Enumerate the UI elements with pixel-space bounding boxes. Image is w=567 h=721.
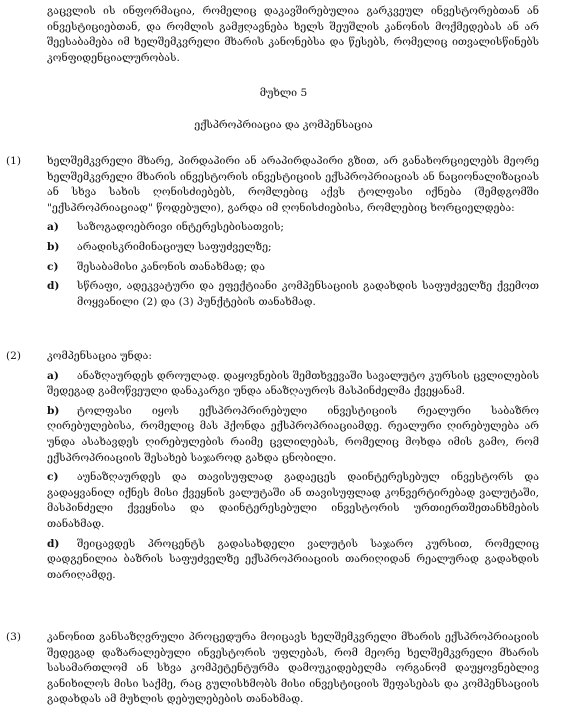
list-item-text: საზოგადოებრივი ინტერესებისათვის; [77,221,284,234]
list-item-text: ანაზღაურდეს დროულად. დაყოვნების შემთხვევაში სავალუტო კურსის ცვლილების შედეგად გამოწვეული დანაკარგი უნდა ანაზღაუროს მასპინძელმა ქვეყანამ. [47,369,539,398]
list-item [47,369,539,400]
clause-2 [0,349,539,583]
clause-text: კანონით განსაზღვრული პროცედურა მოიცავს ხელშემკვრელი მხარის ექსპროპრიაციის შედეგად დაზარალებული ინვესტორის უფლებას, რომ მეორე ხელშემკვრელი მხარის სასამართლომ ან სხვა კომპეტენტურმა დამოუკიდებელმა ორგანომ დაუყოვნებლივ განიხილოს მისი საქმე, რაც გულისხმობს მისი ინვესტიციის შეფასებას და კომპენსაციის გადახდას ამ მუხლის დებულებების თანახმად. [47,631,539,706]
list-item-label: d) [47,280,60,293]
list-item-label: a) [47,369,59,382]
list-item-label: b) [47,240,60,253]
list-item [47,404,539,466]
clause-intro: ხელშემკვრელი მხარე, პირდაპირი ან არაპირდაპირი გზით, არ განახორციელებს მეორე ხელშემკვრელი მხარის ინვესტორის ინვესტიციის ექსპროპრიაციას ან ნაციონალიზაციას ან სხვა სახის ღონისძიებებს, რომლებიც აქვს ტოლფასი იქნება (შემდგომში "ექსპროპრიაციად" წოდებული), გარდა იმ ღონისძიებისა, რომლებიც ხორციელდება: [47,155,539,214]
clause-1 [0,154,539,310]
clause-number: (2) [6,350,22,362]
list-item-text: აუნაზღაურდეს და თავისუფლად გადაეცეს დაინტერესებულ ინვესტორს და გადაყვანილ იქნეს მისი ქვეყნის ვალუტაში ან თავისუფლად კონვერტირებად ვალუტაში, მასპინძელი ქვეყნისა და დაინტერესებული ინვესტორის ურთიერთშეთანხმების თანახმად. [47,471,539,530]
list-item [47,220,539,236]
list-item-text: არადისკრიმინაციულ საფუძველზე; [77,240,272,253]
list-item [47,537,539,584]
clause-intro: კომპენსაცია უნდა: [47,350,152,362]
list-item-label: d) [47,537,60,550]
list-item [47,260,539,276]
clause-number: (3) [6,631,22,643]
list-item-text: სწრაფი, ადეკვატური და ეფექტიანი კომპენსაციის გადახდის საფუძველზე ქვემოთ მოყვანილი (2) და (3) პუნქტების თანახმად. [77,280,539,308]
list-item [47,240,539,256]
list-item-label: c) [47,260,59,273]
clause-3 [0,630,539,708]
article-subtitle: ექსპროპრიაცია და კომპენსაცია [194,119,373,131]
list-item-text: ტოლფასი იყოს ექსპროპრირებული ინვესტიციის რეალური საბაზრო ღირებულებისა, რომელიც მას ჰქონდა ექსპროპრიაციამდე. რეალური ღირებულება არ უნდა ასახავდეს ღირებულების რაიმე ცვლილებას, რომელიც მოხდა იმის გამო, რომ ექსპროპრიაციის შესახებ საჯაროდ გახდა ცნობილი. [47,404,539,464]
article-title: მუხლი 5 [259,87,308,99]
clause-number: (1) [6,155,22,167]
list-item-label: c) [47,471,59,484]
list-item-text: შესაბამისი კანონის თანახმად; და [77,260,265,273]
list-item [47,279,539,310]
list-item-label: a) [47,221,59,234]
list-item [47,470,539,532]
list-item-label: b) [47,404,60,417]
list-item-text: შეიცავდეს პროცენტს გადასახდელი ვალუტის საჯარო კურსით, რომელიც დადგენილია ბაზრის საფუძველზე ექსპროპრიაციის თარიღიდან რეალურად გადახდის თარიღამდე. [47,537,539,581]
lead-paragraph: გაცვლის ის ინფორმაცია, რომელიც დაკავშირებულია გარკვეულ ინვესტორებთან ან ინვესტიციებთან, და რომლის გამჟღავნება ხელს შეუშლის კანონის მოქმედებას ან არ შეესაბამება იმ ხელშემკვრელი მხარის კანონებსა და წესებს, რომელიც ითვალისწინებს კონფიდენციალურობას. [47,5,539,64]
